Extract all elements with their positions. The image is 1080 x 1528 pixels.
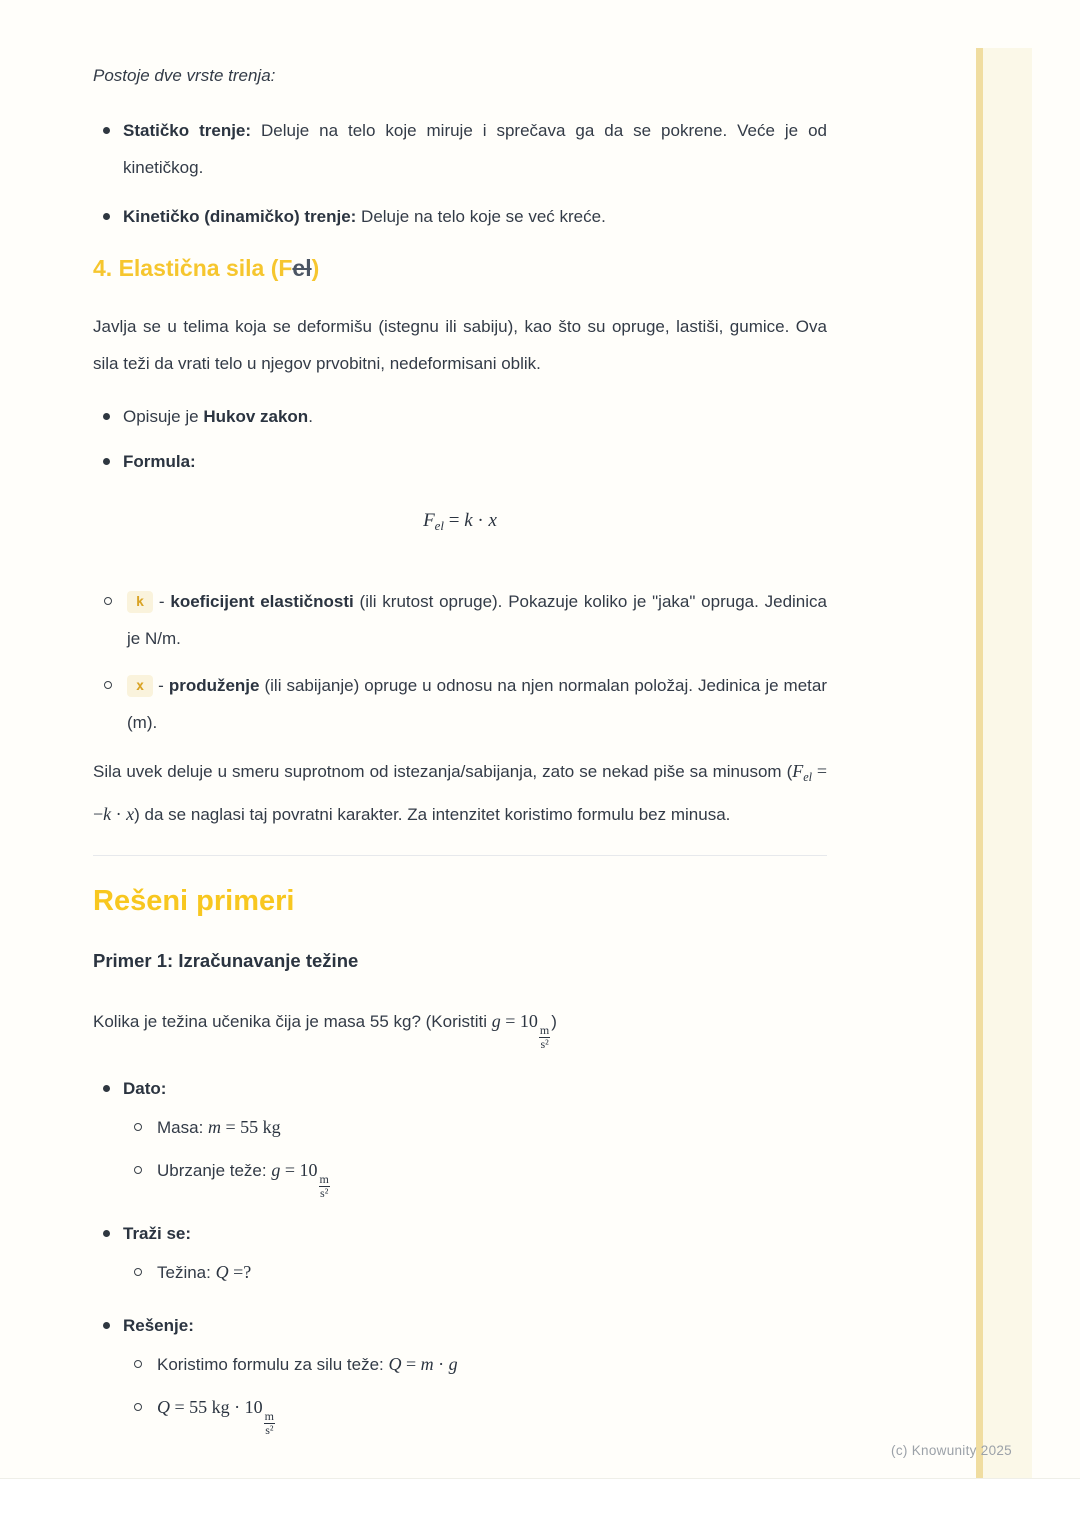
math-operator: = 10 (280, 1160, 318, 1181)
math-symbol: k (103, 804, 112, 824)
list-item-text: Koristimo formulu za silu teže: (157, 1355, 389, 1375)
list-item (93, 667, 827, 741)
math-symbol: Q (388, 1354, 402, 1375)
paragraph-text: ) (134, 805, 140, 824)
list-item-text: - (153, 676, 169, 695)
section-divider (93, 855, 827, 856)
math-operator: · (111, 804, 127, 824)
list-item-term: Rešenje: (123, 1316, 194, 1336)
intro-text: Postoje dve vrste trenja: (93, 66, 276, 85)
list-item-text: Ubrzanje teže: (157, 1161, 272, 1181)
required-values-list (123, 1254, 827, 1291)
math-symbol: m (420, 1354, 434, 1375)
math-operator: =? (228, 1262, 252, 1283)
formula-label: Formula: (123, 452, 196, 471)
list-item-text: Deluje na telo koje se već kreće. (356, 207, 606, 226)
paragraph: Javlja se u telima koja se deformišu (istegnu ili sabiju), kao što su opruge, lastiši, gumice. Ova sila teži da vrati telo u njegov prvobitni, nedeformisani oblik. (93, 317, 827, 373)
list-item (123, 1109, 827, 1146)
list-item (93, 1307, 827, 1436)
example-question (93, 1003, 827, 1050)
list-item-text: . (308, 407, 313, 426)
code-badge-k: k (127, 591, 153, 613)
math-symbol: k (464, 510, 473, 531)
math-subscript: el (434, 518, 444, 533)
list-item (123, 1389, 827, 1436)
code-badge-x: x (127, 675, 153, 697)
math-operator: = 55 kg (221, 1117, 281, 1138)
list-item (93, 398, 827, 435)
fraction-denominator: s² (265, 1422, 274, 1437)
struck-text: el (292, 255, 312, 281)
list-item-text: Opisuje je (123, 407, 204, 426)
question-text: ) (551, 1012, 557, 1031)
list-item-text: (ili sabijanje) opruge u odnosu na njen normalan položaj. Jedinica je metar (m). (127, 676, 828, 732)
fraction-denominator: s² (540, 1036, 549, 1051)
paragraph (93, 753, 827, 833)
math-symbol: F (423, 510, 435, 531)
math-operator: · (472, 510, 489, 531)
accent-strip-line (976, 48, 983, 1478)
math-symbol: m (208, 1117, 222, 1138)
math-symbol: x (488, 510, 497, 531)
question-text: Kolika je težina učenika čija je masa 55 kg? (Koristiti (93, 1012, 492, 1031)
list-item-term: Traži se: (123, 1224, 192, 1244)
page-content (93, 57, 827, 1453)
list-item (93, 443, 827, 480)
paragraph-text: da se naglasi taj povratni karakter. Za intenzitet koristimo formulu bez minusa. (139, 805, 731, 824)
list-item-text: - (153, 592, 171, 611)
copyright-watermark: (c) Knowunity 2025 (891, 1443, 1012, 1458)
section-heading-text: 4. Elastična sila (F (93, 255, 293, 281)
math-subscript: el (803, 770, 813, 784)
fraction (319, 1173, 330, 1199)
list-item (93, 1215, 827, 1291)
fraction (264, 1410, 275, 1436)
list-item (123, 1346, 827, 1383)
list-item-text: Težina: (157, 1263, 216, 1283)
list-item-text: Deluje na telo koje miruje i sprečava ga da se pokrene. Veće je od kinetičkog. (123, 121, 828, 177)
fraction (539, 1024, 550, 1050)
fraction-denominator: s² (320, 1185, 329, 1200)
list-item (93, 198, 827, 235)
math-operator: = 55 kg · 10 (170, 1397, 263, 1418)
math-symbol: g (448, 1354, 458, 1375)
list-item-term: koeficijent elastičnosti (170, 592, 354, 611)
hooke-formula (93, 508, 827, 539)
paragraph-text: Sila uvek deluje u smeru suprotnom od istezanja/sabijanja, zato se nekad piše sa minusom ( (93, 762, 793, 781)
math-operator: = (401, 1354, 421, 1375)
list-item-text: Masa: (157, 1118, 209, 1138)
list-item-term: Statičko trenje: (123, 121, 252, 140)
math-symbol: F (792, 761, 804, 781)
math-symbol: g (271, 1160, 281, 1181)
fraction-numerator: m (264, 1409, 274, 1424)
math-operator: · (433, 1354, 449, 1375)
list-item (123, 1254, 827, 1291)
fraction-numerator: m (539, 1023, 550, 1037)
section-heading (93, 253, 827, 284)
list-item (93, 583, 827, 657)
list-item-text: (ili krutost opruge). Pokazuje koliko je "jaka" opruga. Jedinica je N/m. (127, 592, 827, 648)
examples-heading: Rešeni primeri (93, 885, 295, 917)
example-title: Primer 1: Izračunavanje težine (93, 950, 359, 971)
math-operator: = − (93, 761, 827, 824)
list-item (93, 112, 827, 186)
section-heading-text: ) (311, 255, 320, 281)
math-symbol: x (126, 804, 135, 824)
example-solution-list (93, 1070, 827, 1436)
math-operator: = 10 (500, 1011, 538, 1031)
friction-types-list (93, 112, 827, 235)
given-values-list (123, 1109, 827, 1199)
list-item-term: Hukov zakon (203, 407, 309, 426)
list-item-term: Kinetičko (dinamičko) trenje: (123, 207, 357, 226)
list-item-term: Dato: (123, 1079, 167, 1099)
solution-steps-list (123, 1346, 827, 1436)
list-item (93, 1070, 827, 1199)
accent-strip-fill (983, 48, 1032, 1478)
fraction-numerator: m (319, 1172, 329, 1187)
math-symbol: g (491, 1011, 501, 1031)
list-item-term: produženje (168, 676, 260, 695)
list-item (123, 1152, 827, 1199)
hooke-list (93, 398, 827, 480)
math-operator: = (444, 510, 465, 531)
math-symbol: Q (215, 1262, 229, 1283)
math-symbol: Q (157, 1397, 170, 1418)
formula-variables-list (93, 583, 827, 741)
